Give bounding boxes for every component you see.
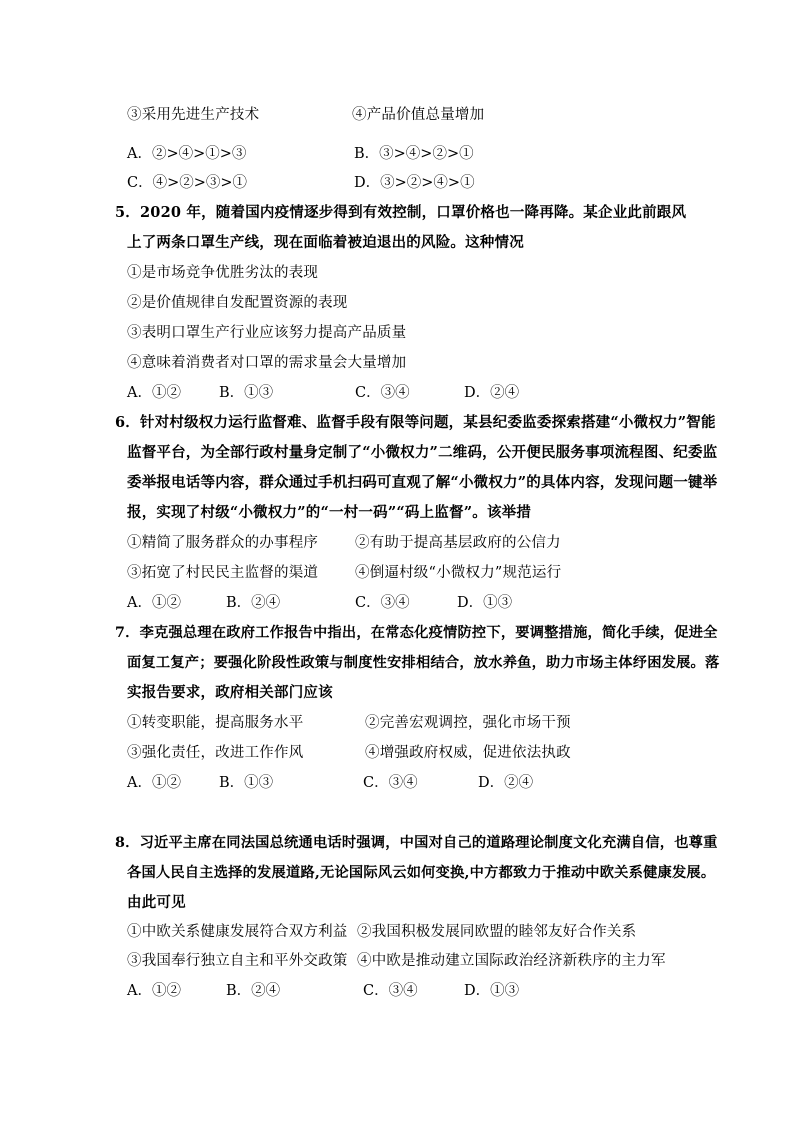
q6-stem-line-3: 委举报电话等内容，群众通过手机扫码可直观了解“小微权力”的具体内容，发现问题一键举 bbox=[127, 474, 718, 491]
q6-stem-line-1: 6．针对村级权力运行监督难、监督手段有限等问题，某县纪委监委探索搭建“小微权力”智能 bbox=[115, 414, 716, 431]
q8-stem-line-2: 各国人民自主选择的发展道路,无论国际风云如何变换,中方都致力于推动中欧关系健康发展。 bbox=[127, 865, 716, 881]
q8-option-4: ④中欧是推动建立国际政治经济新秩序的主力军 bbox=[357, 953, 666, 969]
q6-stem-line-4: 报，实现了村级“小微权力”的“一村一码”“码上监督”。该举措 bbox=[127, 504, 532, 521]
q5-answer-d: D．②④ bbox=[464, 385, 520, 401]
q6-answer-b: B．②④ bbox=[226, 595, 281, 611]
q7-option-1: ①转变职能，提高服务水平 bbox=[127, 715, 304, 731]
q5-stem-line-1: 5．2020 年，随着国内疫情逐步得到有效控制，口罩价格也一降再降。某企业此前跟风 bbox=[115, 204, 687, 221]
q8-stem-line-3: 由此可见 bbox=[127, 894, 186, 911]
q6-option-3: ③拓宽了村民民主监督的渠道 bbox=[127, 565, 319, 581]
q8-answer-a: A．①② bbox=[127, 983, 181, 999]
q8-option-1: ①中欧关系健康发展符合双方利益 bbox=[127, 924, 348, 940]
q7-answer-d: D．②④ bbox=[478, 775, 534, 791]
q8-option-3: ③我国奉行独立自主和平外交政策 bbox=[127, 953, 348, 969]
q7-stem-line-3: 实报告要求，政府相关部门应该 bbox=[127, 684, 333, 701]
q5-option-4: ④意味着消费者对口罩的需求量会大量增加 bbox=[127, 355, 407, 371]
q8-answer-d: D．①③ bbox=[464, 983, 520, 999]
q4-answer-a: A．②>④>①>③ bbox=[127, 146, 247, 162]
q6-option-2: ②有助于提高基层政府的公信力 bbox=[355, 535, 561, 551]
q4-option-4: ④产品价值总量增加 bbox=[352, 107, 485, 123]
q7-answer-b: B．①③ bbox=[219, 775, 274, 791]
q8-answer-b: B．②④ bbox=[226, 983, 281, 999]
q6-answer-c: C．③④ bbox=[355, 595, 410, 611]
q6-option-4: ④倒逼村级“小微权力”规范运行 bbox=[355, 565, 562, 581]
q4-option-3: ③采用先进生产技术 bbox=[127, 107, 260, 123]
q5-option-3: ③表明口罩生产行业应该努力提高产品质量 bbox=[127, 325, 407, 341]
q7-stem-line-1: 7．李克强总理在政府工作报告中指出，在常态化疫情防控下，要调整措施，简化手续，促进全 bbox=[115, 625, 718, 641]
q8-option-2: ②我国积极发展同欧盟的睦邻友好合作关系 bbox=[357, 924, 637, 940]
q6-stem-line-2: 监督平台，为全部行政村量身定制了“小微权力”二维码，公开便民服务事项流程图、纪委监 bbox=[127, 444, 718, 461]
q5-stem-line-2: 上了两条口罩生产线，现在面临着被迫退出的风险。这种情况 bbox=[127, 234, 524, 251]
q5-option-1: ①是市场竞争优胜劣汰的表现 bbox=[127, 265, 319, 281]
q6-option-1: ①精简了服务群众的办事程序 bbox=[127, 535, 319, 551]
q5-answer-a: A．①② bbox=[127, 385, 181, 401]
q5-answer-c: C．③④ bbox=[355, 385, 410, 401]
q4-answer-d: D．③>②>④>① bbox=[354, 175, 475, 191]
q6-answer-a: A．①② bbox=[127, 595, 181, 611]
q7-answer-a: A．①② bbox=[127, 775, 181, 791]
q7-option-3: ③强化责任，改进工作作风 bbox=[127, 745, 304, 761]
q7-option-2: ②完善宏观调控，强化市场干预 bbox=[365, 715, 571, 731]
q4-answer-b: B．③>④>②>① bbox=[354, 146, 474, 162]
q5-answer-b: B．①③ bbox=[219, 385, 274, 401]
q7-stem-line-2: 面复工复产；要强化阶段性政策与制度性安排相结合，放水养鱼，助力市场主体纾困发展。落 bbox=[127, 655, 720, 671]
q8-stem-line-1: 8．习近平主席在同法国总统通电话时强调，中国对自己的道路理论制度文化充满自信，也尊重 bbox=[115, 835, 718, 851]
q7-option-4: ④增强政府权威，促进依法执政 bbox=[365, 745, 571, 761]
q5-option-2: ②是价值规律自发配置资源的表现 bbox=[127, 295, 348, 311]
q6-answer-d: D．①③ bbox=[457, 595, 513, 611]
q8-answer-c: C．③④ bbox=[363, 983, 418, 999]
q4-answer-c: C．④>②>③>① bbox=[127, 175, 248, 191]
q7-answer-c: C．③④ bbox=[363, 775, 418, 791]
